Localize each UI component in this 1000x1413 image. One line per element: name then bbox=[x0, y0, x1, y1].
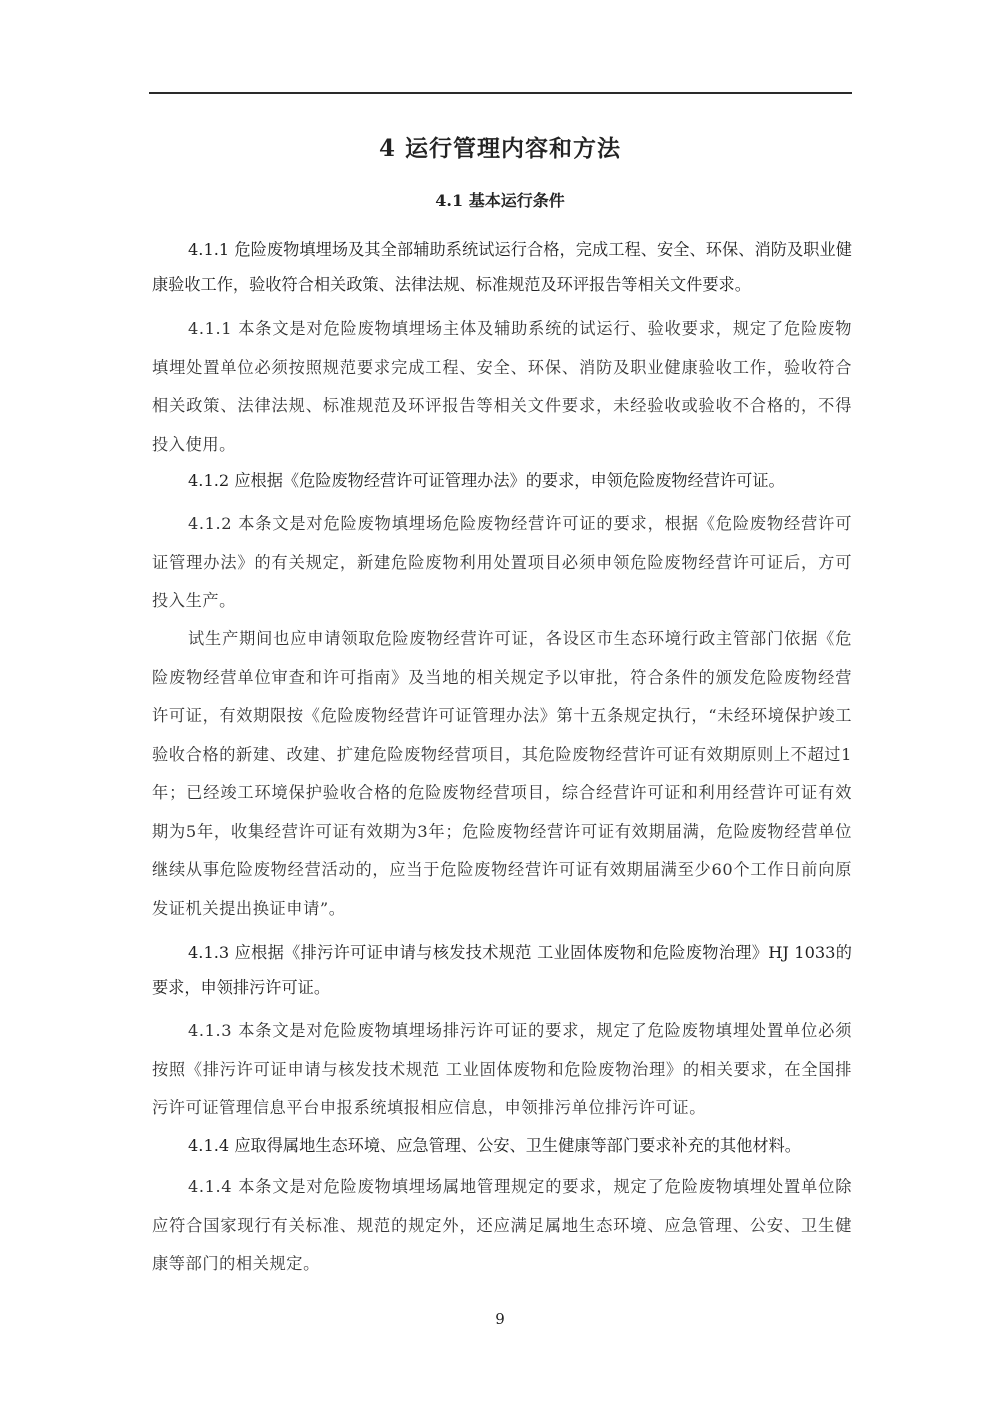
clause-4-1-1: 4.1.1 危险废物填埋场及其全部辅助系统试运行合格，完成工程、安全、环保、消防及职业健康验收工作，验收符合相关政策、法律法规、标准规范及环评报告等相关文件要求。 bbox=[152, 240, 852, 294]
clause-4-1-3: 4.1.3 应根据《排污许可证申请与核发技术规范 工业固体废物和危险废物治理》HJ 1033的要求，申领排污许可证。 bbox=[152, 943, 852, 997]
header-rule bbox=[149, 92, 852, 94]
explanation-4-1-2-continued: 试生产期间也应申请领取危险废物经营许可证，各设区市生态环境行政主管部门依据《危险废物经营单位审查和许可指南》及当地的相关规定予以审批，符合条件的颁发危险废物经营许可证，有效期限按《危险废物经营许可证管理办法》第十五条规定执行，“未经环境保护竣工验收合格的新建、改建、扩建危险废物经营项目，其危险废物经营许可证有效期原则上不超过1年；已经竣工环境保护验收合格的危险废物经营项目，综合经营许可证和利用经营许可证有效期为5年，收集经营许可证有效期为3年；危险废物经营许可证有效期届满，危险废物经营单位继续从事危险废物经营活动的，应当于危险废物经营许可证有效期届满至少60个工作日前向原发证机关提出换证申请”。 bbox=[152, 629, 852, 918]
clause-4-1-4: 4.1.4 应取得属地生态环境、应急管理、公安、卫生健康等部门要求补充的其他材料。 bbox=[188, 1136, 801, 1155]
section-title: 4.1 基本运行条件 bbox=[435, 191, 565, 210]
clause-4-1-2: 4.1.2 应根据《危险废物经营许可证管理办法》的要求，申领危险废物经营许可证。 bbox=[188, 471, 785, 490]
explanation-4-1-2: 4.1.2 本条文是对危险废物填埋场危险废物经营许可证的要求，根据《危险废物经营许可证管理办法》的有关规定，新建危险废物利用处置项目必须申领危险废物经营许可证后，方可投入生产。 bbox=[152, 514, 852, 610]
chapter-title: 4 运行管理内容和方法 bbox=[378, 135, 621, 162]
explanation-4-1-3: 4.1.3 本条文是对危险废物填埋场排污许可证的要求，规定了危险废物填埋处置单位必须按照《排污许可证申请与核发技术规范 工业固体废物和危险废物治理》的相关要求，在全国排污许可证管理信息平台申报系统填报相应信息，申领排污单位排污许可证。 bbox=[152, 1021, 852, 1117]
page-number: 9 bbox=[495, 1310, 505, 1328]
explanation-4-1-1: 4.1.1 本条文是对危险废物填埋场主体及辅助系统的试运行、验收要求，规定了危险废物填埋处置单位必须按照规范要求完成工程、安全、环保、消防及职业健康验收工作，验收符合相关政策、法律法规、标准规范及环评报告等相关文件要求，未经验收或验收不合格的，不得投入使用。 bbox=[152, 319, 852, 454]
explanation-4-1-4: 4.1.4 本条文是对危险废物填埋场属地管理规定的要求，规定了危险废物填埋处置单位除应符合国家现行有关标准、规范的规定外，还应满足属地生态环境、应急管理、公安、卫生健康等部门的相关规定。 bbox=[152, 1177, 852, 1273]
